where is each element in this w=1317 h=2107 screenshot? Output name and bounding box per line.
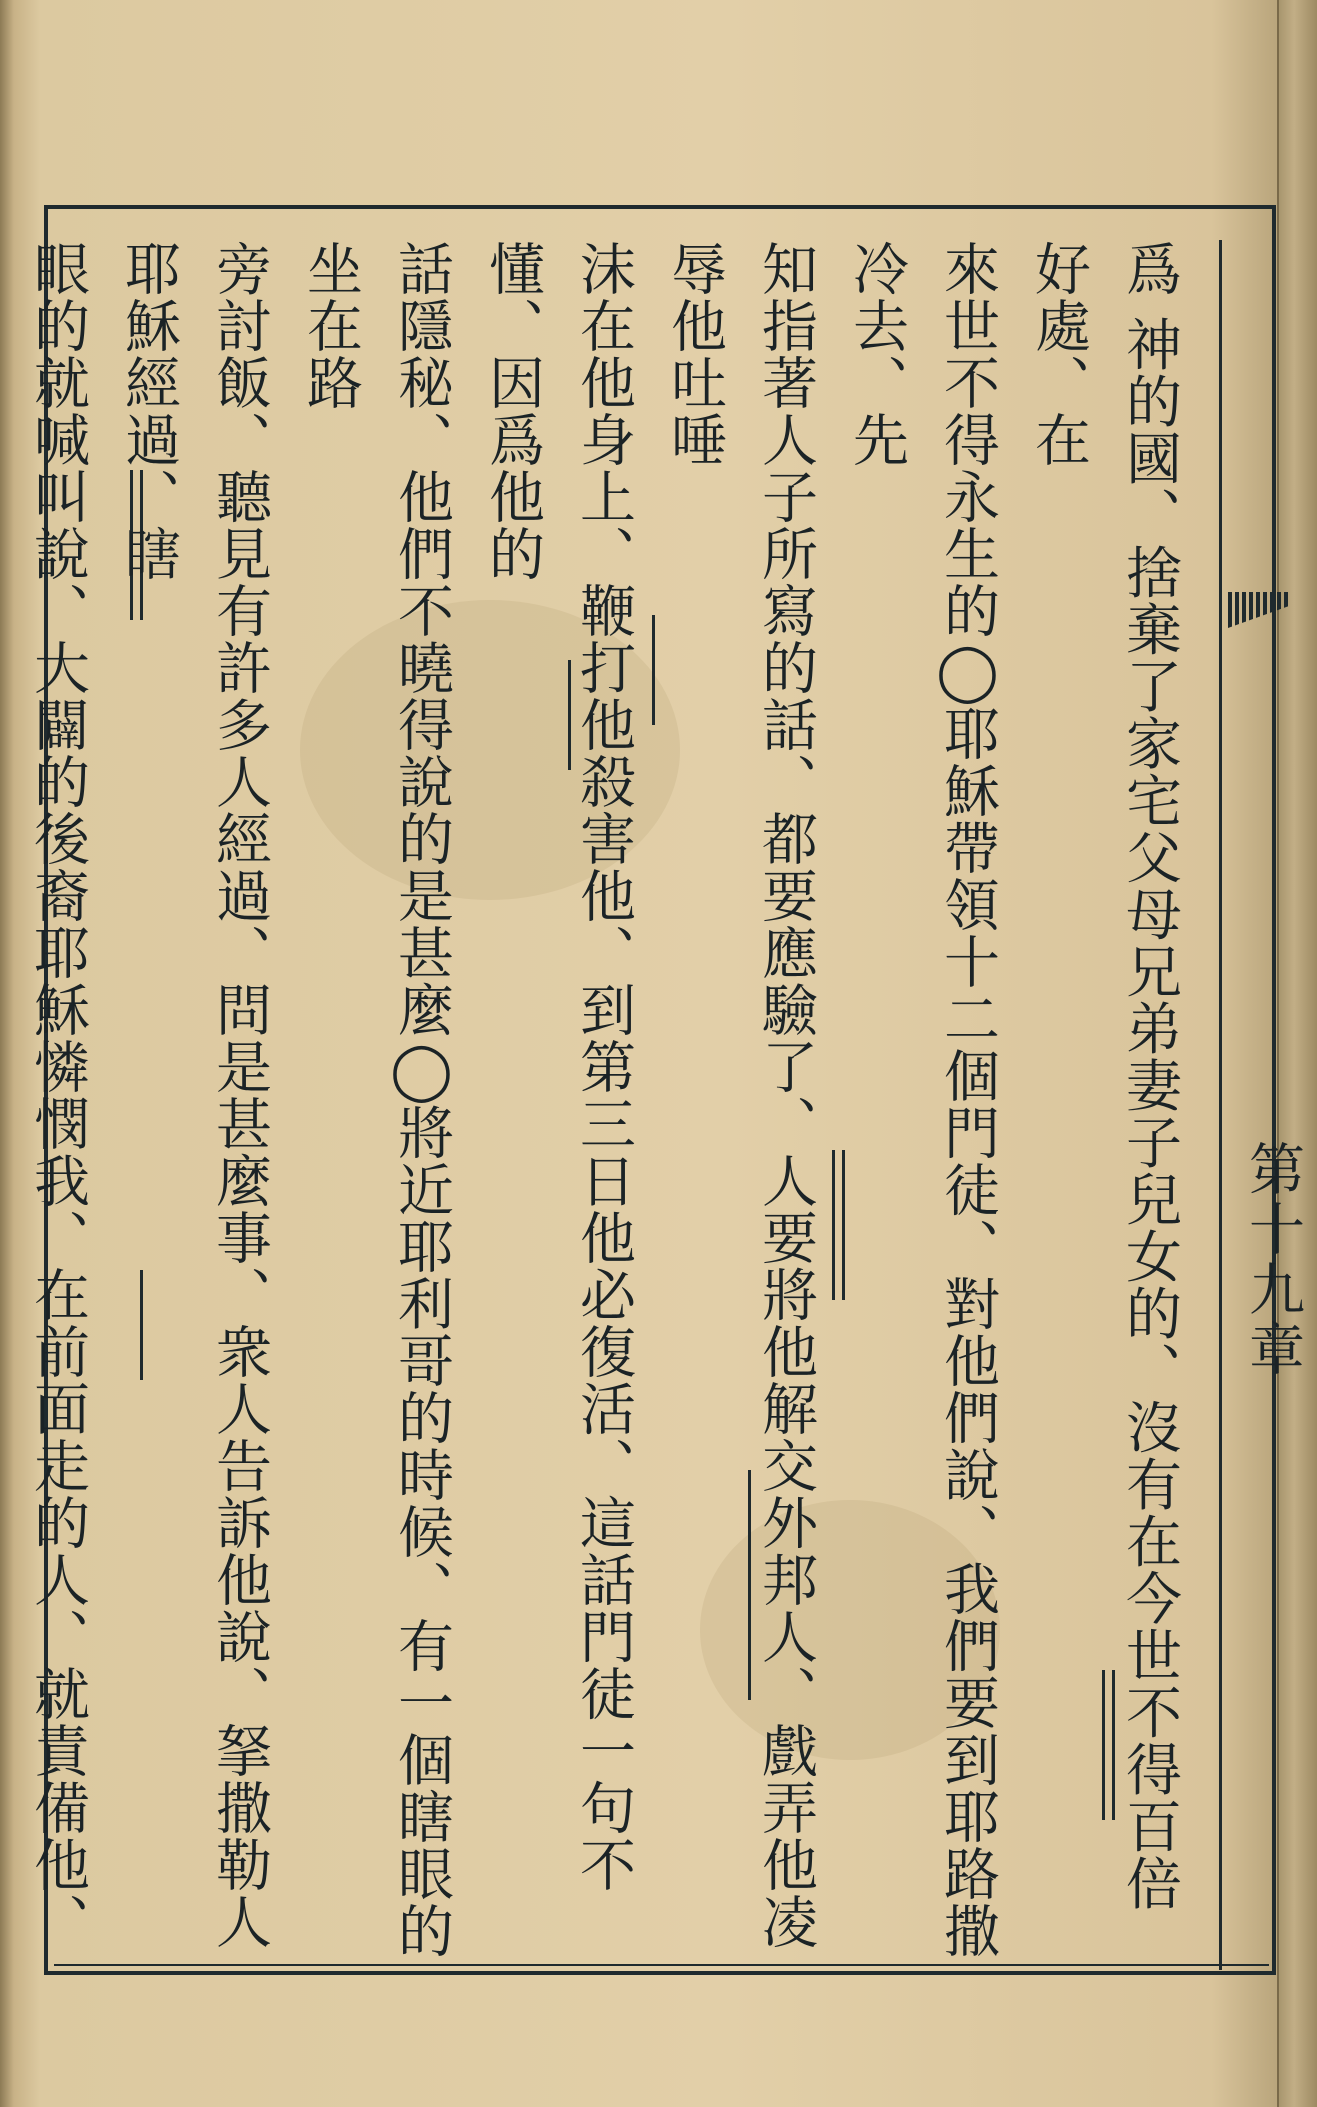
margin-rule — [1219, 240, 1222, 1970]
text-column: 爲 神的國、捨棄了家宅父母兄弟妻子兒女的、沒有在今世不得百倍好處、在 — [1026, 240, 1182, 1912]
chapter-header-title: 第十九章 — [1240, 1140, 1305, 1380]
text-column: 來世不得永生的◯耶穌帶領十二個門徒、對他們說、我們要到耶路撒冷去、先 — [844, 240, 1000, 1959]
text-column: 話隱秘、他們不曉得說的是甚麼◯將近耶利哥的時候、有一個瞎眼的坐在路 — [298, 240, 454, 1959]
text-column: 沫在他身上、鞭打他殺害他、到第三日他必復活、這話門徒一句不懂、因爲他的 — [480, 240, 636, 1893]
text-column: 旁討飯、聽見有許多人經過、問是甚麼事、衆人告訴他說、拏撒勒人耶穌經過、瞎 — [116, 240, 272, 1950]
text-column: 眼的就喊叫說、大闢的後裔耶穌憐憫我、在前面走的人、就責備他、 — [25, 240, 90, 1950]
book-binding-edge — [1277, 0, 1317, 2107]
text-column: 知指著人子所寫的話、都要應驗了、人要將他解交外邦人、戲弄他凌辱他吐唾 — [662, 240, 818, 1950]
vertical-text-body — [25, 240, 1195, 1960]
